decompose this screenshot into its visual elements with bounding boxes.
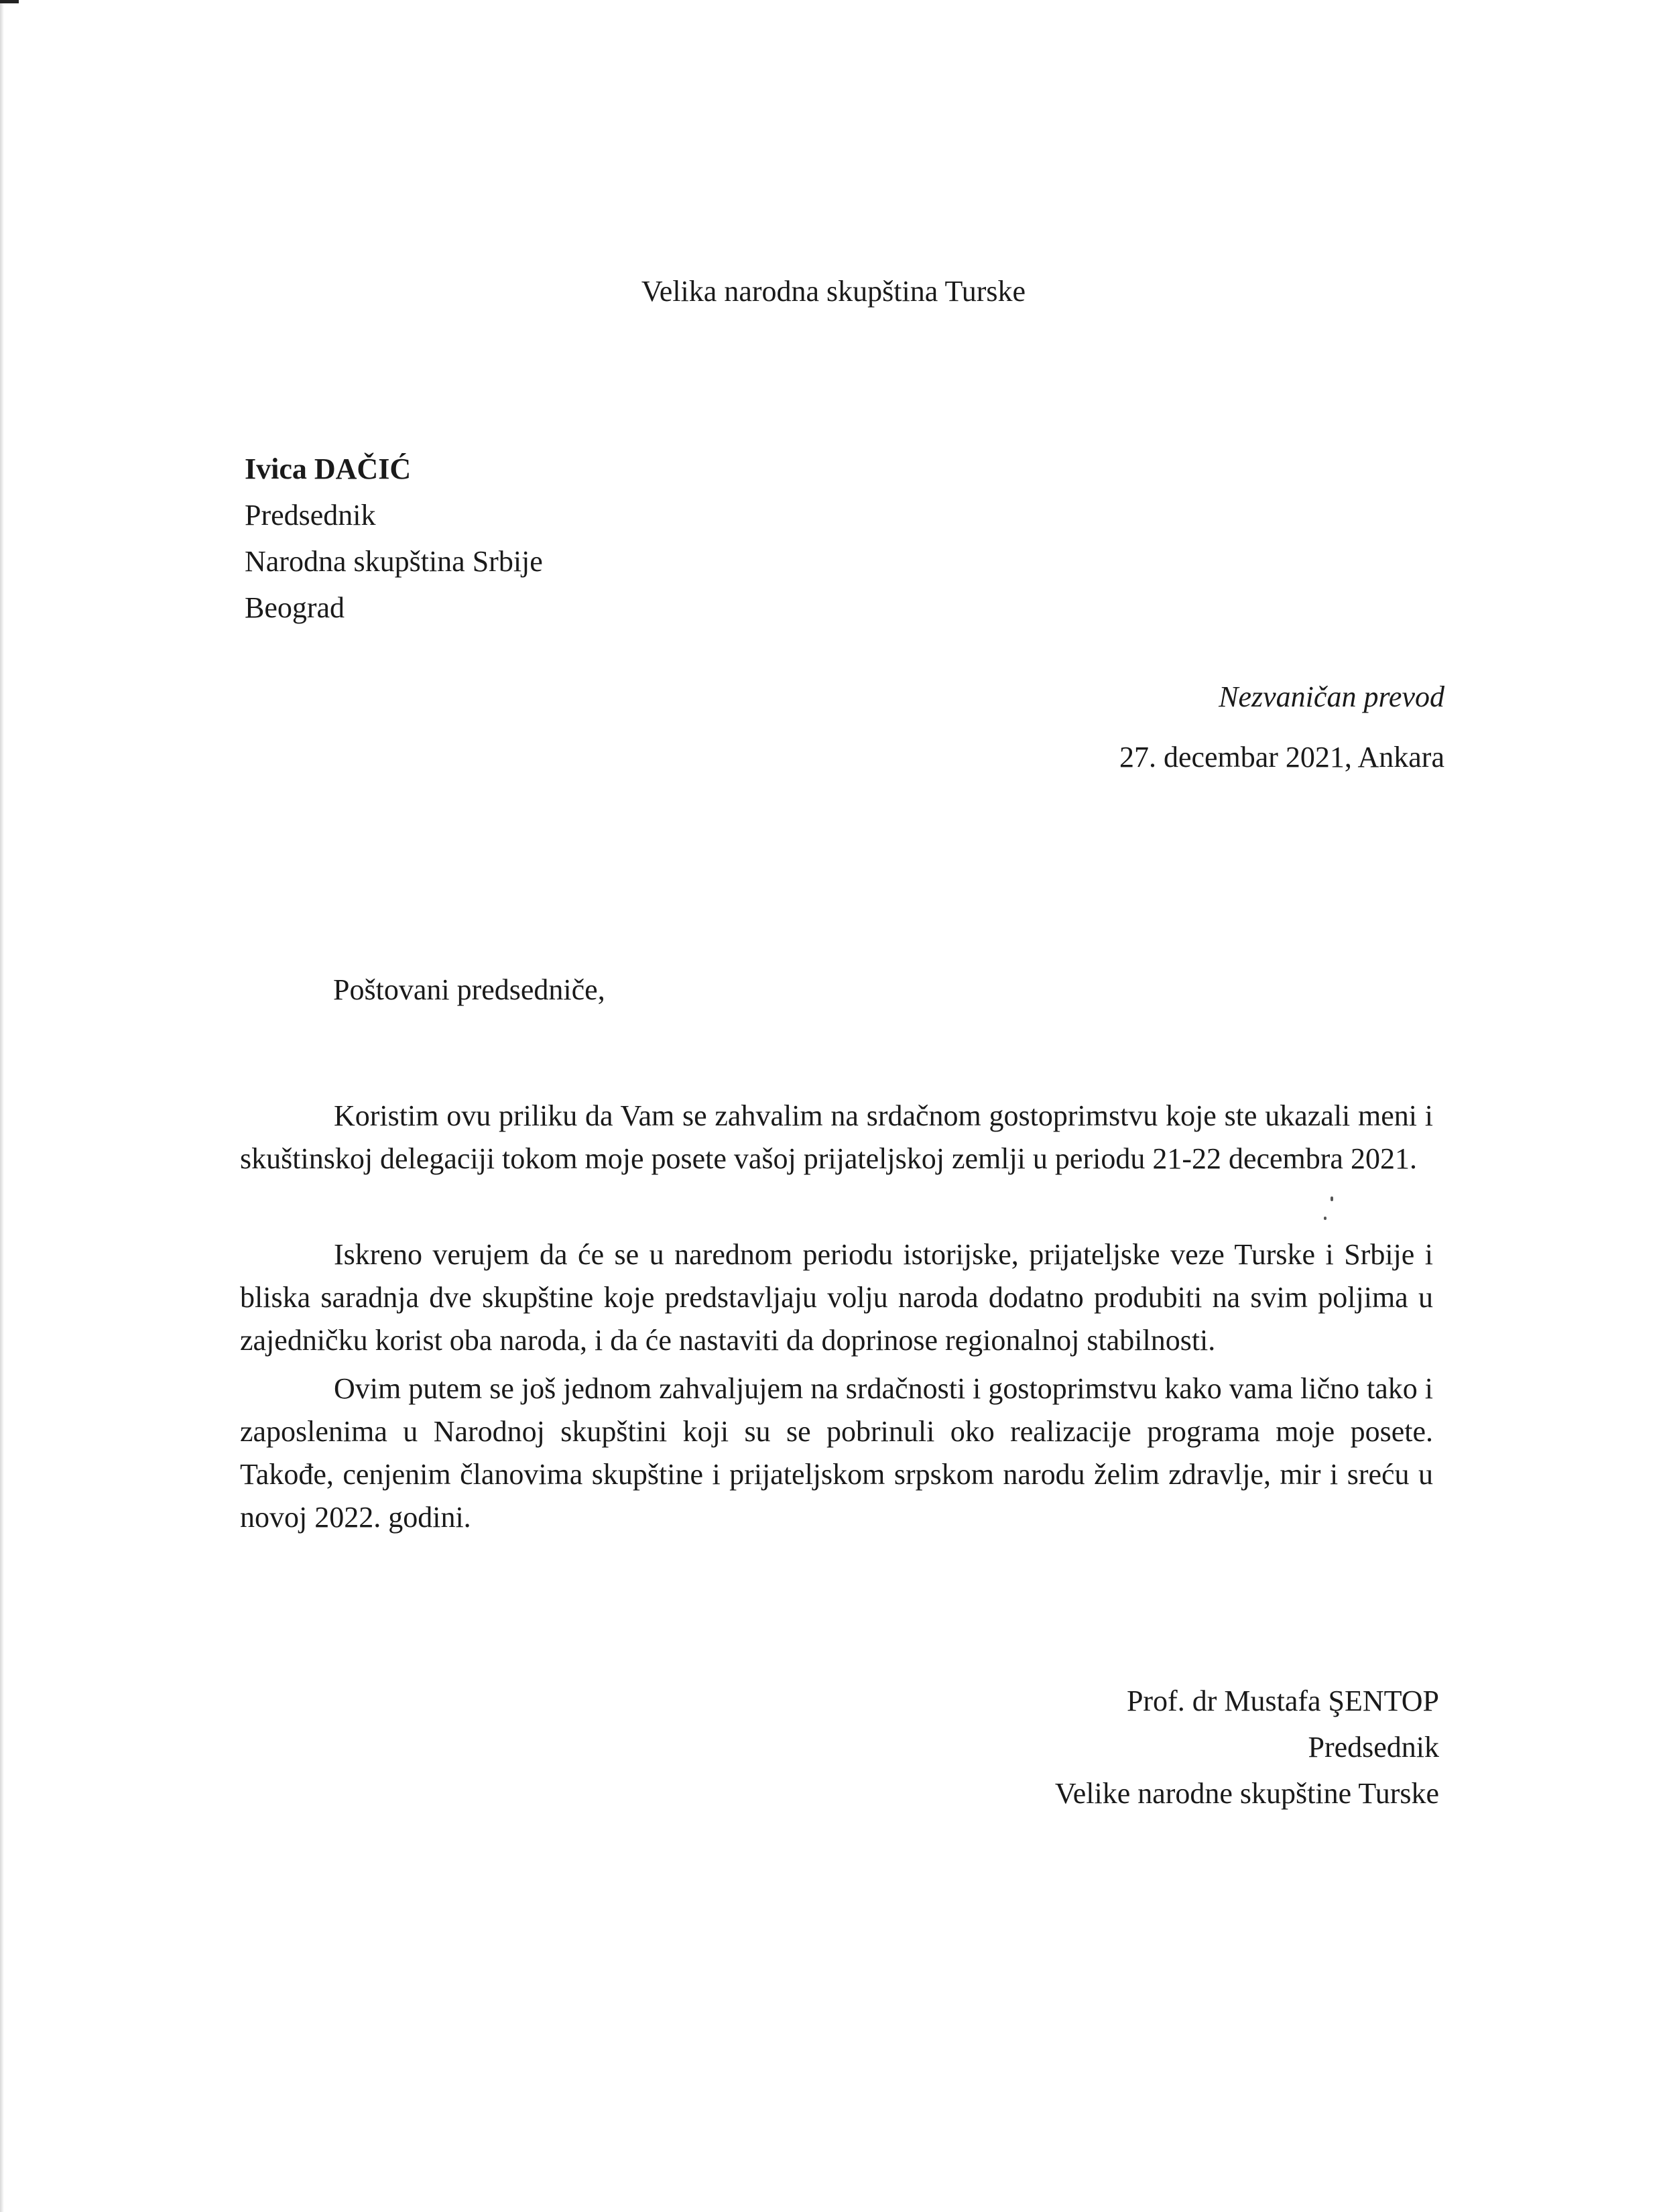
body-paragraph-2: Iskreno verujem da će se u narednom periodu istorijske, prijateljske veze Turske i Srbije i bliska saradnja dve skupštine koje predstavljaju volju naroda dodatno produbiti na svim poljima u zajedničku korist oba naroda, i da će nastaviti da doprinose regionalnoj stabilnosti. [240,1238,1433,1357]
recipient-name: Ivica DAČIĆ [245,452,412,485]
translation-note: Nezvaničan prevod [1219,680,1444,713]
recipient-title: Predsednik [245,499,376,532]
signatory-title: Predsednik [1308,1731,1439,1764]
recipient-city: Beograd [245,591,345,624]
body-paragraph-1: Koristim ovu priliku da Vam se zahvalim na srdačnom gostoprimstvu koje ste ukazali meni i skuštinskoj delegaciji tokom moje posete vašoj prijateljskoj zemlji u periodu 21-22 decembra 2021. [240,1099,1433,1175]
recipient-block [245,446,543,631]
scan-edge [0,0,4,2212]
signatory-institution: Velike narodne skupštine Turske [1054,1777,1439,1810]
signature-block [1055,1678,1439,1817]
scan-speck [1331,1196,1333,1201]
signatory-name: Prof. dr Mustafa ŞENTOP [1126,1684,1439,1717]
scan-mark [0,0,19,3]
salutation: Poštovani predsedniče, [333,973,605,1006]
scan-speck [1324,1217,1326,1220]
body-paragraph-3: Ovim putem se još jednom zahvaljujem na srdačnosti i gostoprimstvu kako vama lično tako i zaposlenima u Narodnoj skupštini koji su se pobrinuli oko realizacije programa moje posete. Takođe, cenjenim članovima skupštine i prijateljskom srpskom narodu želim zdravlje, mir i sreću u novoj 2022. godini. [240,1372,1433,1534]
date-place: 27. decembar 2021, Ankara [1119,741,1444,774]
letterhead-title: Velika narodna skupština Turske [641,275,1026,308]
recipient-institution: Narodna skupština Srbije [245,545,543,578]
